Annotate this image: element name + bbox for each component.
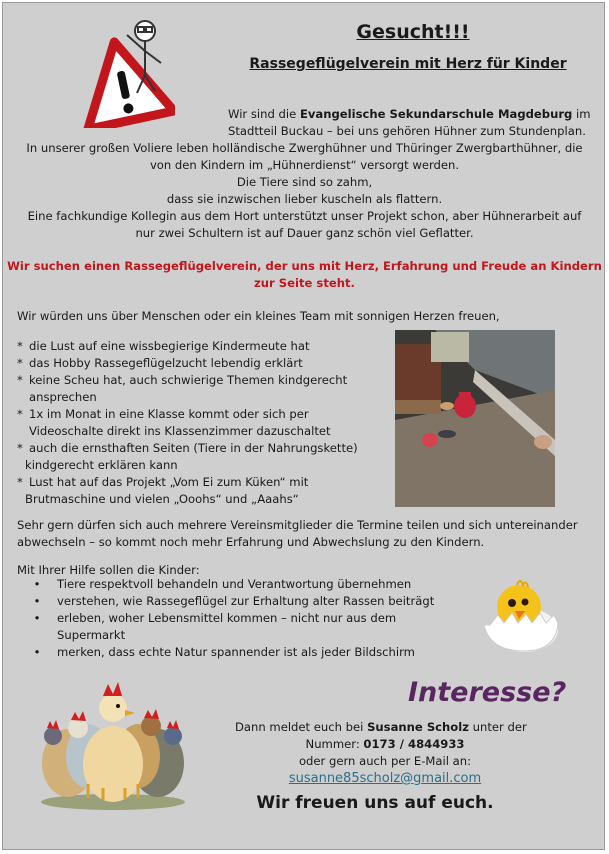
list-item: • Tiere respektvoll behandeln und Verantwortung übernehmen: [33, 577, 412, 591]
members-line-1: Sehr gern dürfen sich auch mehrere Vereinsmitglieder die Termine teilen und sich untereinander: [17, 518, 578, 532]
goals-intro: Mit Ihrer Hilfe sollen die Kinder:: [17, 563, 200, 577]
goals-list: [17, 576, 437, 661]
intro-line-7: Eine fachkundige Kollegin aus dem Hort unterstützt unser Projekt schon, aber Hühnerarbeit auf: [27, 209, 582, 223]
list-item: * auch die ernsthaften Seiten (Tiere in der Nahrungskette): [17, 441, 358, 455]
chick-in-egg-icon: [479, 575, 569, 655]
contact-line-1: Dann meldet euch bei Susanne Scholz unter der: [235, 720, 527, 734]
list-item: * das Hobby Rassegeflügelzucht lebendig erklärt: [17, 356, 303, 370]
appeal-line-2: zur Seite steht.: [254, 276, 355, 290]
list-item: • erleben, woher Lebensmittel kommen – nicht nur aus dem: [33, 611, 397, 625]
list-item: • merken, dass echte Natur spannender ist als jeder Bildschirm: [33, 645, 415, 659]
warning-sign-icon: [75, 13, 175, 128]
list-item: * keine Scheu hat, auch schwierige Themen kindgerecht: [17, 373, 348, 387]
list-item: * Lust hat auf das Projekt „Vom Ei zum Küken“ mit: [17, 475, 309, 489]
interesse-heading: Interesse?: [408, 677, 567, 708]
list-item: • verstehen, wie Rassegeflügel zur Erhaltung alter Rassen beiträgt: [33, 594, 435, 608]
list-item-continuation: Supermarkt: [57, 628, 126, 642]
intro-line-8: nur zwei Schultern ist auf Dauer ganz schön viel Geflatter.: [135, 226, 474, 240]
intro-line-2: Stadtteil Buckau – bei uns gehören Hühner zum Stundenplan.: [228, 124, 586, 138]
flyer-page: [2, 2, 605, 850]
aviary-photo: [395, 330, 555, 507]
intro-line-5: Die Tiere sind so zahm,: [236, 175, 373, 189]
contact-line-3: oder gern auch per E-Mail an:: [298, 754, 472, 768]
appeal-line-1: Wir suchen einen Rassegeflügelverein, der uns mit Herz, Erfahrung und Freude an Kindern: [7, 259, 602, 273]
closing-line: Wir freuen uns auf euch.: [256, 793, 494, 813]
list-item-continuation: Videoschalte direkt ins Klassenzimmer dazuschaltet: [29, 424, 331, 438]
intro-line-3: In unserer großen Voliere leben holländische Zwerghühner und Thüringer Zwergbarthühner, die: [26, 141, 583, 155]
intro-line-4: von den Kindern im „Hühnerdienst“ versorgt werden.: [149, 158, 460, 172]
contact-line-2: Nummer: 0173 / 4844933: [305, 737, 465, 751]
intro-line-6: dass sie inzwischen lieber kuscheln als flattern.: [166, 192, 443, 206]
list-item: * die Lust auf eine wissbegierige Kindermeute hat: [17, 339, 310, 353]
list-item-continuation: ansprechen: [29, 390, 97, 404]
wish-intro: Wir würden uns über Menschen oder ein kleines Team mit sonnigen Herzen freuen,: [17, 309, 500, 323]
list-item-continuation: kindgerecht erklären kann: [25, 458, 178, 472]
list-item-continuation: Brutmaschine und vielen „Ooohs“ und „Aaahs“: [25, 492, 299, 506]
email-link[interactable]: susanne85scholz@gmail.com: [288, 771, 482, 786]
chickens-group-icon: [33, 668, 193, 813]
members-line-2: abwechseln – so kommt noch mehr Erfahrung und Abwechslung zu den Kindern.: [17, 535, 485, 549]
page-subtitle: Rassegeflügelverein mit Herz für Kinder: [249, 56, 567, 72]
wish-list: [17, 338, 387, 508]
page-title: Gesucht!!!: [356, 21, 470, 43]
intro-line-1: Wir sind die Evangelische Sekundarschule Magdeburg im: [228, 107, 591, 121]
list-item: * 1x im Monat in eine Klasse kommt oder sich per: [17, 407, 309, 421]
